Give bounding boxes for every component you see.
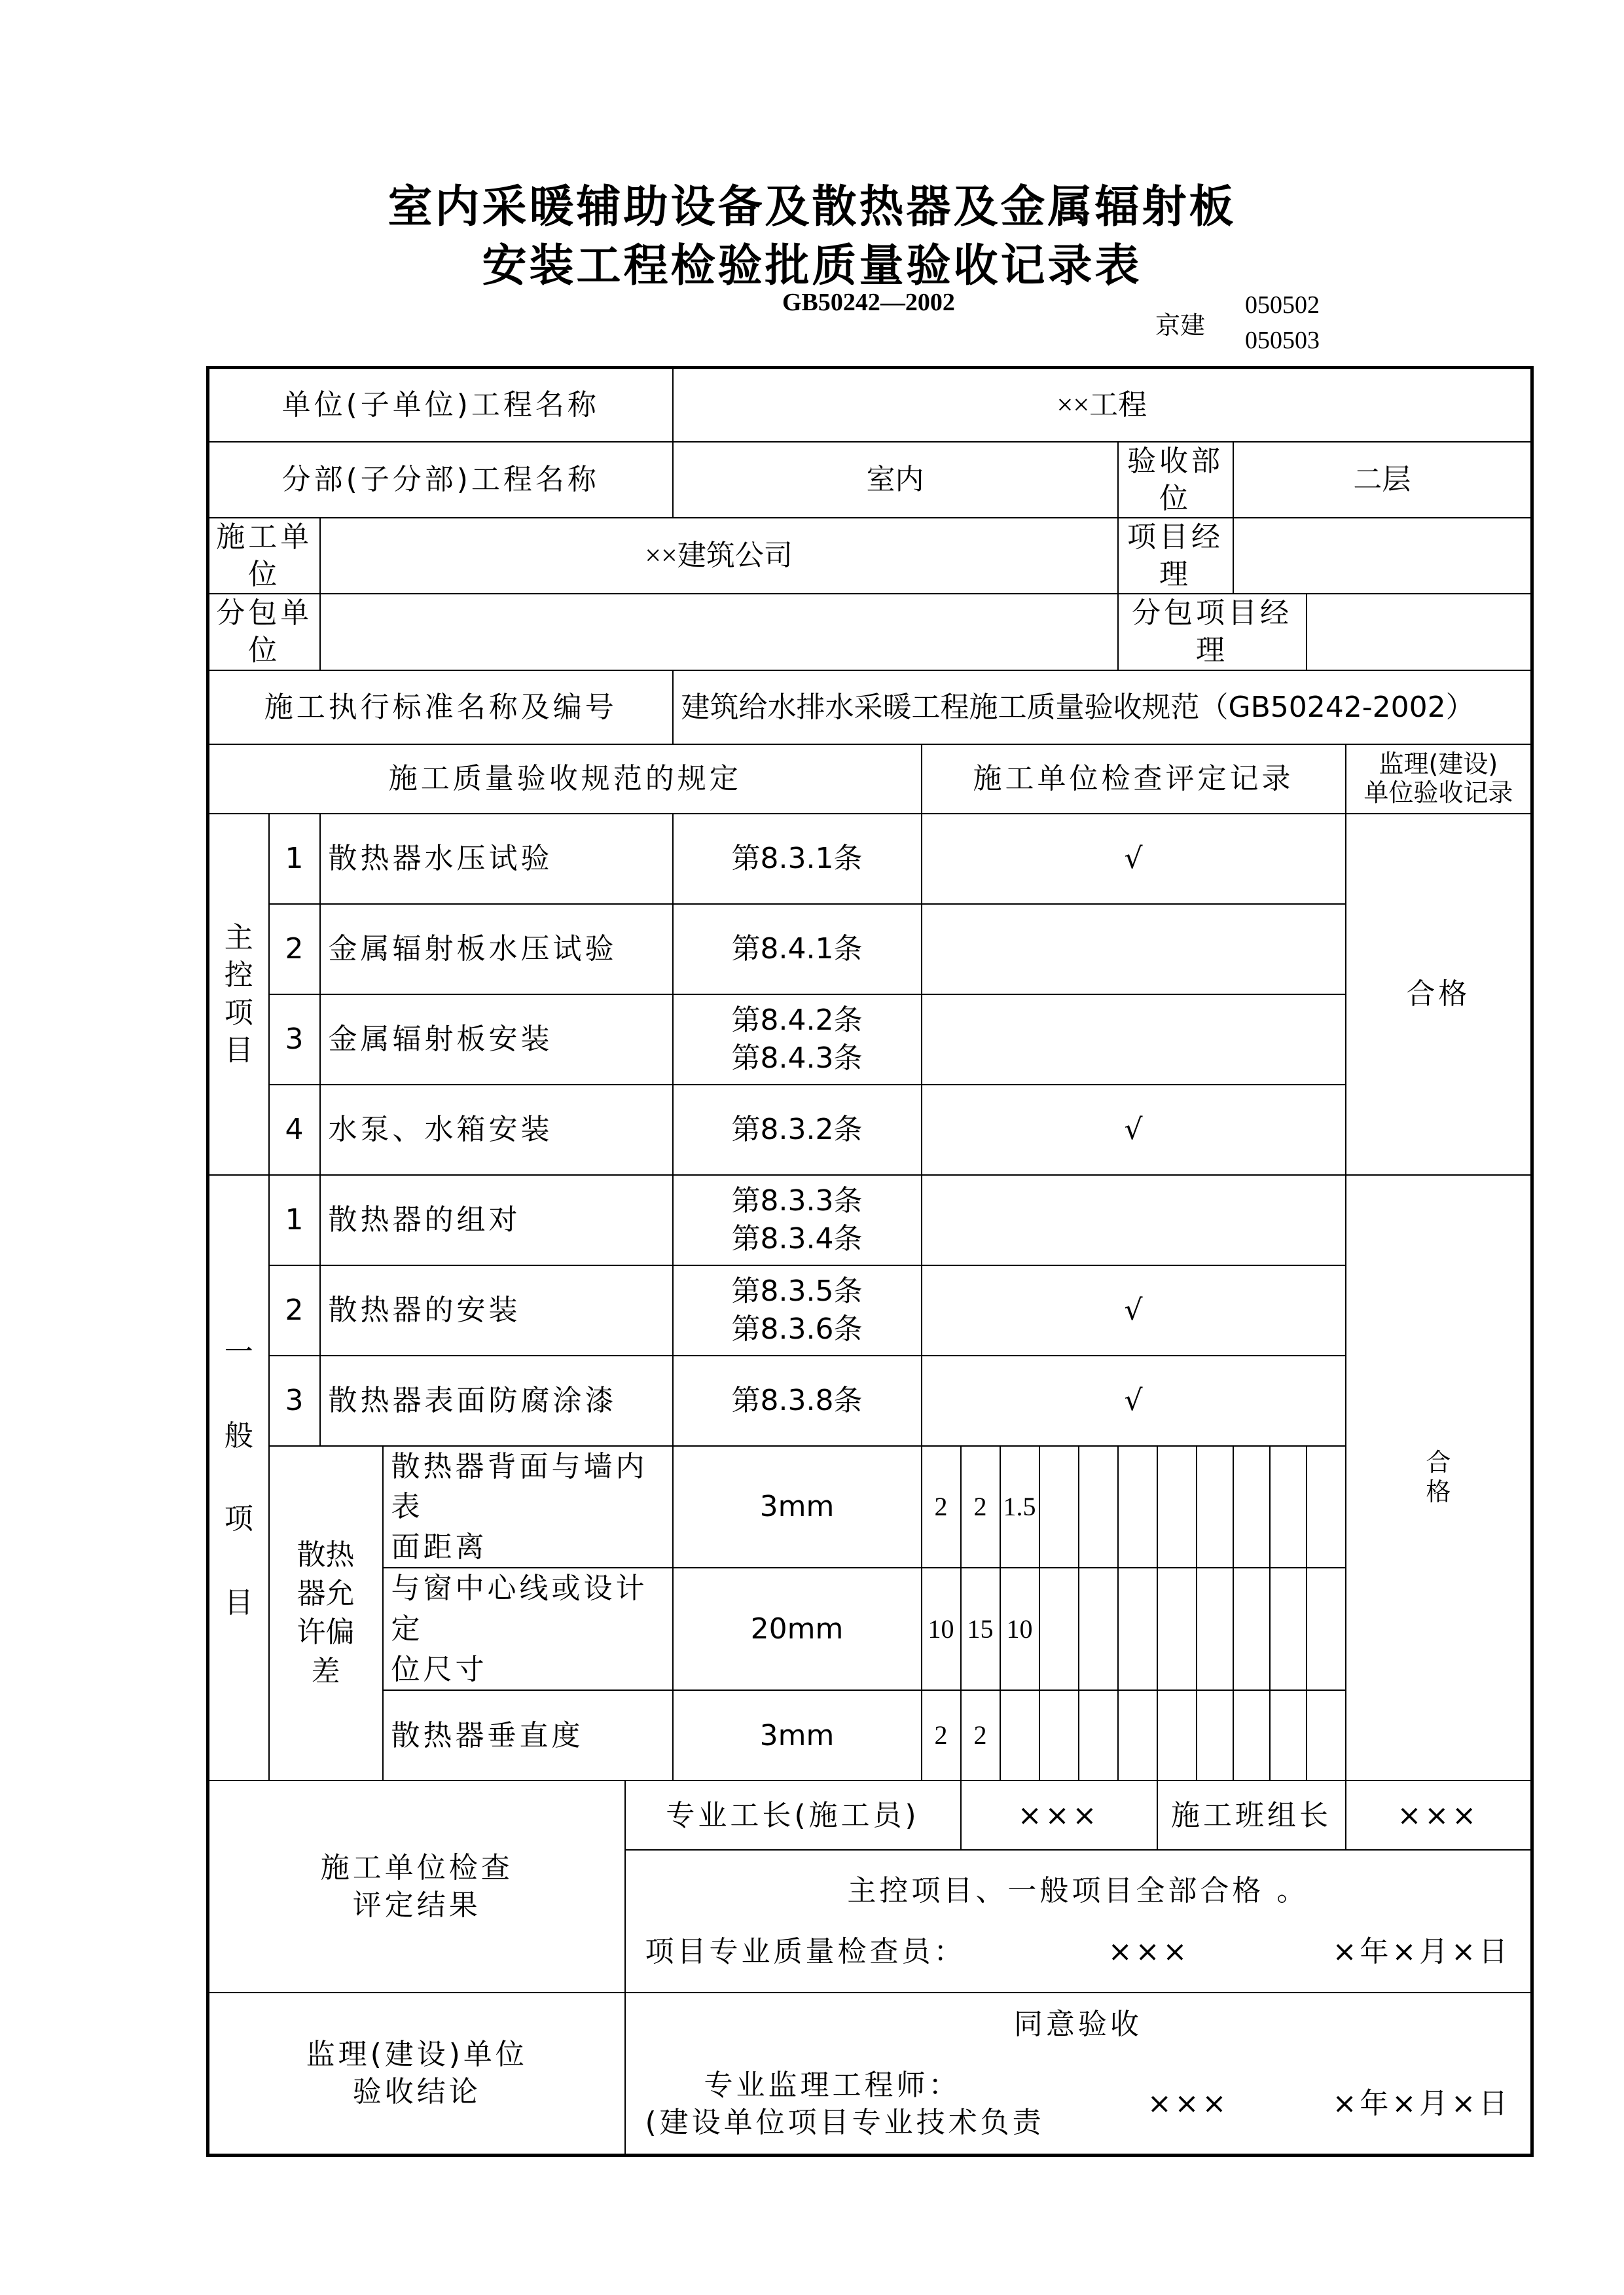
general-item-clause: 第8.3.5条 第8.3.6条 — [673, 1265, 922, 1356]
general-item-no: 2 — [269, 1265, 320, 1356]
record-column-header: 施工单位检查评定记录 — [922, 744, 1346, 814]
sub-unit-value — [320, 594, 1118, 670]
main-item-mark — [922, 994, 1346, 1085]
deviation-value: 2 — [922, 1690, 961, 1780]
main-item-name: 散热器水压试验 — [320, 814, 673, 904]
general-item-name: 散热器的安装 — [320, 1265, 673, 1356]
engineer-label: 专业监理工程师： (建设单位项目专业技术负责 — [645, 2068, 1045, 2140]
main-item-name: 水泵、水箱安装 — [320, 1085, 673, 1175]
inspector-value: ××× — [1108, 1935, 1191, 1969]
deviation-value: 10 — [1000, 1568, 1039, 1690]
main-item-mark: √ — [922, 1085, 1346, 1175]
deviation-item-name: 散热器背面与墙内表 面距离 — [383, 1446, 673, 1568]
unit-project-label: 单位(子单位)工程名称 — [208, 368, 673, 442]
form-title-line1: 室内采暖辅助设备及散热器及金属辐射板 — [388, 181, 1236, 233]
general-item-no: 1 — [269, 1175, 320, 1265]
division-label: 分部(子分部)工程名称 — [208, 442, 673, 518]
supervision-label: 监理(建设)单位 验收结论 — [208, 1993, 625, 2155]
supervision-column-header: 监理(建设) 单位验收记录 — [1346, 744, 1532, 814]
main-item-no: 4 — [269, 1085, 320, 1175]
inspection-date: ×年×月×日 — [1332, 1935, 1511, 1969]
project-manager-value — [1233, 518, 1532, 594]
spec-column-header: 施工质量验收规范的规定 — [208, 744, 922, 814]
foreman-label: 专业工长(施工员) — [625, 1780, 961, 1850]
deviation-item-name: 与窗中心线或设计定 位尺寸 — [383, 1568, 673, 1690]
team-leader-label: 施工班组长 — [1157, 1780, 1346, 1850]
deviation-value: 15 — [961, 1568, 1000, 1690]
standard-label: 施工执行标准名称及编号 — [208, 670, 673, 744]
main-item-clause: 第8.4.2条 第8.4.3条 — [673, 994, 922, 1085]
main-item-clause: 第8.3.2条 — [673, 1085, 922, 1175]
deviation-value: 2 — [961, 1446, 1000, 1568]
form-code-1: 050502 — [1245, 291, 1320, 319]
code-prefix: 京建 — [1155, 311, 1206, 340]
inspector-label: 项目专业质量检查员： — [645, 1935, 966, 1969]
main-items-label: 主 控 项 目 — [208, 814, 269, 1175]
general-item-mark — [922, 1175, 1346, 1265]
sub-manager-value — [1307, 594, 1532, 670]
construction-check-label: 施工单位检查 评定结果 — [208, 1780, 625, 1993]
form-code-2: 050503 — [1245, 327, 1320, 354]
deviation-value: 2 — [922, 1446, 961, 1568]
general-item-clause: 第8.3.3条 第8.3.4条 — [673, 1175, 922, 1265]
deviation-label: 散热 器允 许偏 差 — [269, 1446, 383, 1781]
sub-manager-label: 分包项目经理 — [1118, 594, 1307, 670]
deviation-tolerance: 20mm — [673, 1568, 922, 1690]
team-leader-value: ××× — [1346, 1780, 1532, 1850]
construction-conclusion: 主控项目、一般项目全部合格 。 — [847, 1874, 1309, 1907]
construction-check-result — [625, 1850, 1532, 1993]
general-item-mark: √ — [922, 1356, 1346, 1446]
project-manager-label: 项目经理 — [1118, 518, 1233, 594]
form-title-line2: 安装工程检验批质量验收记录表 — [482, 240, 1142, 292]
standard-code: GB50242—2002 — [782, 289, 955, 316]
main-items-result: 合格 — [1346, 814, 1532, 1175]
unit-project-value: ××工程 — [673, 368, 1532, 442]
main-item-mark — [922, 904, 1346, 994]
general-item-clause: 第8.3.8条 — [673, 1356, 922, 1446]
general-item-name: 散热器表面防腐涂漆 — [320, 1356, 673, 1446]
general-item-mark: √ — [922, 1265, 1346, 1356]
deviation-item-name: 散热器垂直度 — [383, 1690, 673, 1780]
main-item-no: 1 — [269, 814, 320, 904]
construction-unit-label: 施工单位 — [208, 518, 320, 594]
main-item-no: 2 — [269, 904, 320, 994]
general-item-no: 3 — [269, 1356, 320, 1446]
main-item-clause: 第8.4.1条 — [673, 904, 922, 994]
sub-unit-label: 分包单位 — [208, 594, 320, 670]
supervision-result — [625, 1993, 1532, 2155]
main-item-clause: 第8.3.1条 — [673, 814, 922, 904]
accept-part-value: 二层 — [1233, 442, 1532, 518]
foreman-value: ××× — [961, 1780, 1157, 1850]
deviation-tolerance: 3mm — [673, 1690, 922, 1780]
general-items-result: 合 格 — [1346, 1175, 1532, 1781]
general-item-name: 散热器的组对 — [320, 1175, 673, 1265]
deviation-value: 1.5 — [1000, 1446, 1039, 1568]
deviation-tolerance: 3mm — [673, 1446, 922, 1568]
construction-unit-value: ××建筑公司 — [320, 518, 1118, 594]
main-item-mark: √ — [922, 814, 1346, 904]
supervision-conclusion: 同意验收 — [1013, 2007, 1142, 2041]
main-item-no: 3 — [269, 994, 320, 1085]
division-value: 室内 — [673, 442, 1118, 518]
main-item-name: 金属辐射板安装 — [320, 994, 673, 1085]
inspection-form — [206, 366, 1534, 2157]
deviation-value: 2 — [961, 1690, 1000, 1780]
accept-part-label: 验收部位 — [1118, 442, 1233, 518]
supervision-date: ×年×月×日 — [1332, 2087, 1511, 2121]
main-item-name: 金属辐射板水压试验 — [320, 904, 673, 994]
standard-value: 建筑给水排水采暖工程施工质量验收规范（GB50242-2002） — [673, 670, 1532, 744]
engineer-value: ××× — [1147, 2087, 1230, 2121]
deviation-value: 10 — [922, 1568, 961, 1690]
general-items-label: 一 般 项 目 — [208, 1175, 269, 1781]
